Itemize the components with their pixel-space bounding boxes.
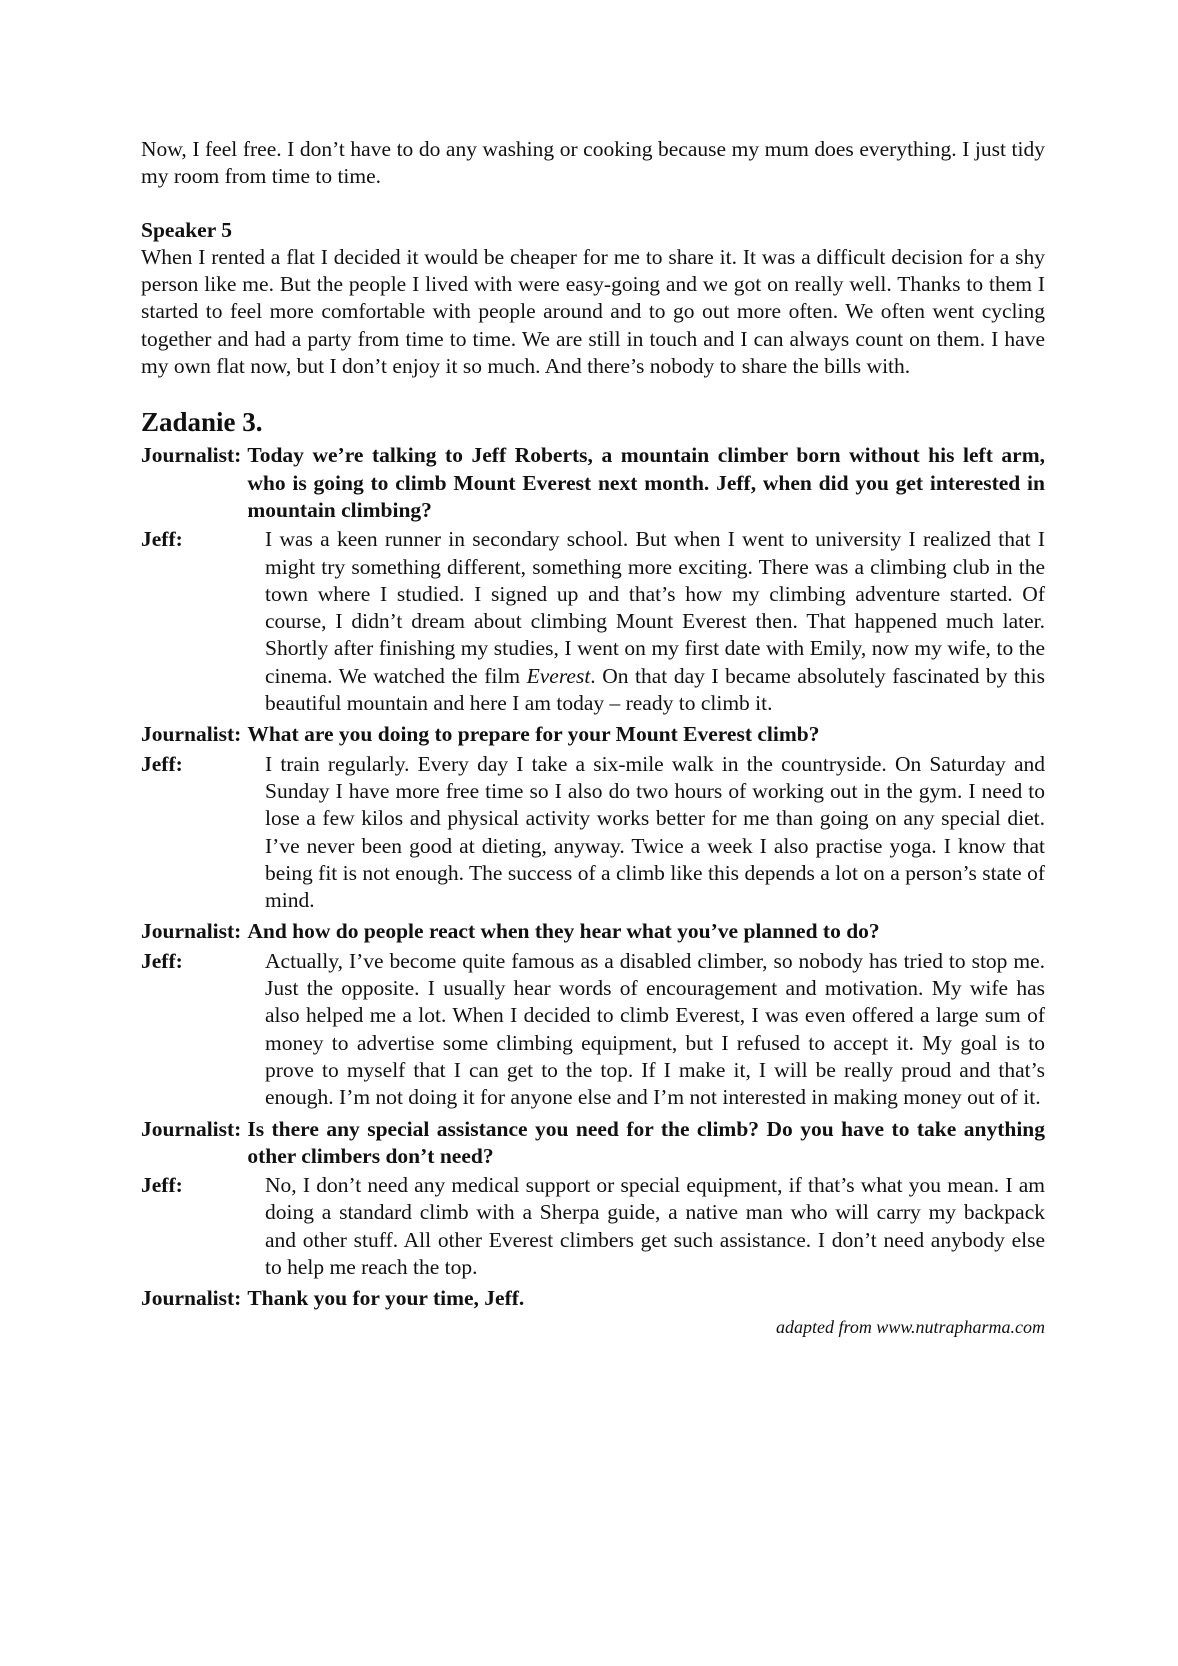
journalist-closing: [141, 1285, 1045, 1312]
journalist-label: Journalist:: [141, 919, 242, 944]
speaker-5-heading: Speaker 5: [141, 217, 232, 242]
answer-text: [265, 526, 1045, 717]
journalist-label: Journalist:: [141, 722, 242, 747]
speaker-5-text: When I rented a flat I decided it would be cheaper for me to share it. It was a difficult decision for a shy person like me. But the people I lived with were easy-going and we got on really well. Thanks to them I started to feel more comfortable with people around and to go out more often. We often went cycling together and had a party from time to time. We are still in touch and I can always count on them. I have my own flat now, but I don’t enjoy it so much. And there’s nobody to share the bills with.: [141, 244, 1045, 379]
question-text: Today we’re talking to Jeff Roberts, a mountain climber born without his left arm, who is going to climb Mount Everest next month. Jeff, when did you get interested in mountain climbing?: [247, 443, 1045, 522]
intro-paragraph: Now, I feel free. I don’t have to do any washing or cooking because my mum does everything. I just tidy my room from time to time.: [141, 137, 1045, 189]
journalist-question-1: [141, 442, 1045, 524]
source-citation: adapted from www.nutrapharma.com: [775, 1316, 1045, 1337]
jeff-label: Jeff:: [141, 1173, 183, 1198]
film-title: Everest: [526, 663, 591, 688]
jeff-answer-4: [141, 1172, 1045, 1281]
answer-text-part: . On that day I became absolutely fascinated by this beautiful mountain and here I am today – ready to climb it.: [265, 663, 1045, 716]
jeff-label: Jeff:: [141, 527, 183, 552]
jeff-answer-2: [141, 751, 1045, 915]
jeff-label: Jeff:: [141, 948, 183, 973]
closing-text: Thank you for your time, Jeff.: [247, 1286, 525, 1311]
answer-text: I train regularly. Every day I take a six-mile walk in the countryside. On Saturday and Sunday I have more free time so I also do two hours of working out in the gym. I need to lose a few kilos and physical activity works better for me than going on any special diet. I’ve never been good at dieting, anyway. Twice a week I also practise yoga. I know that being fit is not enough. The success of a climb like this depends a lot on a person’s state of mind.: [265, 751, 1045, 913]
jeff-answer-3: [141, 948, 1045, 1112]
journalist-question-2: [141, 721, 1045, 748]
question-text: And how do people react when they hear what you’ve planned to do?: [247, 919, 880, 944]
journalist-question-4: [141, 1116, 1045, 1171]
answer-text: No, I don’t need any medical support or special equipment, if that’s what you mean. I am doing a standard climb with a Sherpa guide, a native man who will carry my backpack and other stuff. All other Everest climbers get such assistance. I don’t need anybody else to help me reach the top.: [265, 1173, 1045, 1279]
question-text: Is there any special assistance you need for the climb? Do you have to take anything other climbers don’t need?: [247, 1116, 1045, 1168]
answer-text-part: I was a keen runner in secondary school. But when I went to university I realized that I might try something different, something more exciting. There was a climbing club in the town where I studied. I signed up and that’s how my climbing adventure started. Of course, I didn’t dream about climbing Mount Everest then. That happened much later. Shortly after finishing my studies, I went on my first date with Emily, now my wife, to the cinema. We watched the film: [265, 527, 1045, 688]
journalist-label: Journalist:: [141, 1286, 242, 1311]
task-3-title: Zadanie 3.: [141, 407, 263, 438]
document-page: [141, 136, 1045, 1339]
journalist-label: Journalist:: [141, 443, 242, 468]
journalist-label: Journalist:: [141, 1116, 242, 1141]
question-text: What are you doing to prepare for your Mount Everest climb?: [247, 722, 820, 747]
jeff-answer-1: [141, 526, 1045, 717]
jeff-label: Jeff:: [141, 751, 183, 776]
answer-text: Actually, I’ve become quite famous as a disabled climber, so nobody has tried to stop me. Just the opposite. I usually hear words of encouragement and motivation. My wife has also helped me a lot. When I decided to climb Everest, I was even offered a large sum of money to advertise some climbing equipment, but I refused to accept it. My goal is to prove to myself that I can get to the top. If I make it, I will be really proud and that’s enough. I’m not doing it for anyone else and I’m not interested in making money out of it.: [265, 948, 1045, 1110]
journalist-question-3: [141, 918, 1045, 945]
